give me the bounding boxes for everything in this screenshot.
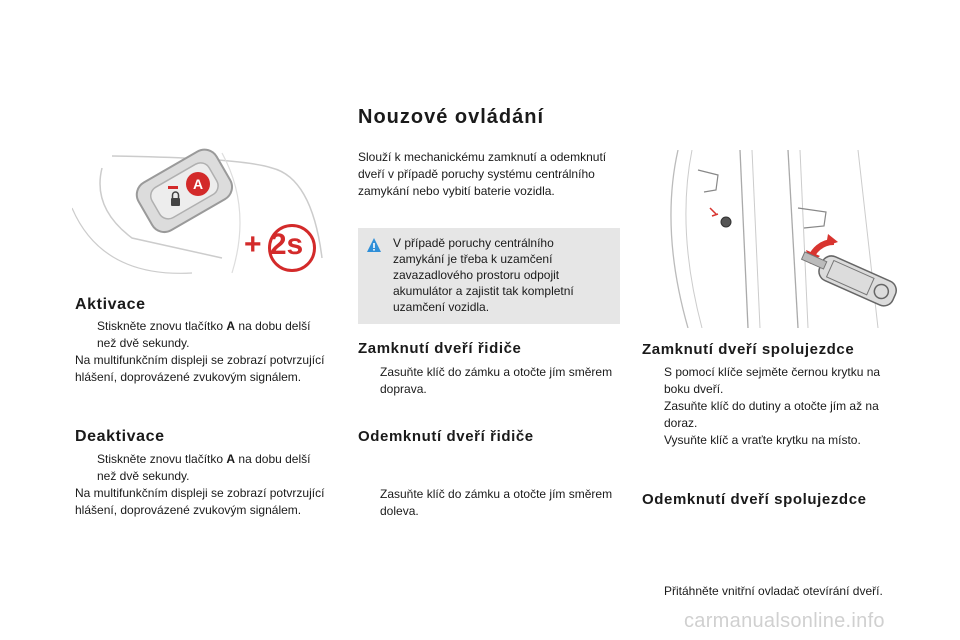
lock-passenger-content <box>642 364 912 449</box>
lock-driver-bullet: Zasuňte klíč do zámku a otočte jím směrem doprava. <box>380 365 613 396</box>
info-icon <box>366 237 382 253</box>
section-title-unlock-driver: Odemknutí dveří řidiče <box>358 428 534 445</box>
deactivation-content <box>75 451 355 519</box>
info-note-text: V případě poruchy centrálního zamykání je třeba k uzamčení zavazadlového prostoru odpojit akumulátor a zajistit tak kompletní uzamčení vozidla. <box>393 236 574 314</box>
section-title-activation: Aktivace <box>75 296 146 313</box>
section-title-lock-driver: Zamknutí dveří řidiče <box>358 340 522 357</box>
info-note-box <box>358 228 620 324</box>
section-title-unlock-passenger: Odemknutí dveří spolujezdce <box>642 491 867 508</box>
deactivation-bullet: Stiskněte znovu tlačítko A na dobu delší než dvě sekundy. <box>97 452 311 483</box>
page-title: Nouzové ovládání <box>358 106 545 128</box>
intro-text: Slouží k mechanickému zamknutí a odemknutí dveří v případě poruchy systému centrálního zamykání nebo vybití baterie vozidla. <box>358 150 607 198</box>
section-title-deactivation: Deaktivace <box>75 428 165 445</box>
lock-passenger-bullet-3: Vysuňte klíč a vraťte krytku na místo. <box>664 433 861 447</box>
button-a-badge: A <box>186 172 210 196</box>
deactivation-text: Na multifunkčním displeji se zobrazí potvrzující hlášení, doprovázené zvukovým signálem. <box>75 486 325 517</box>
lock-passenger-bullet-2: Zasuňte klíč do dutiny a otočte jím až na doraz. <box>664 399 879 430</box>
section-title-lock-passenger: Zamknutí dveří spolujezdce <box>642 341 855 358</box>
unlock-passenger-bullet: Přitáhněte vnitřní ovladač otevírání dveří. <box>664 584 883 598</box>
door-lock-illustration <box>648 150 910 328</box>
unlock-driver-bullet: Zasuňte klíč do zámku a otočte jím směrem doleva. <box>380 487 613 518</box>
duration-label: + 2s <box>244 228 304 261</box>
activation-content <box>75 318 355 386</box>
watermark-link[interactable]: carmanualsonline.info <box>684 610 885 632</box>
activation-text: Na multifunkčním displeji se zobrazí potvrzující hlášení, doprovázené zvukovým signálem. <box>75 353 325 384</box>
lock-passenger-bullet-1: S pomocí klíče sejměte černou krytku na boku dveří. <box>664 365 881 396</box>
unlock-button-illustration <box>72 148 342 278</box>
passenger-door-drawing <box>648 150 910 328</box>
activation-bullet: Stiskněte znovu tlačítko A na dobu delší než dvě sekundy. <box>97 319 311 350</box>
